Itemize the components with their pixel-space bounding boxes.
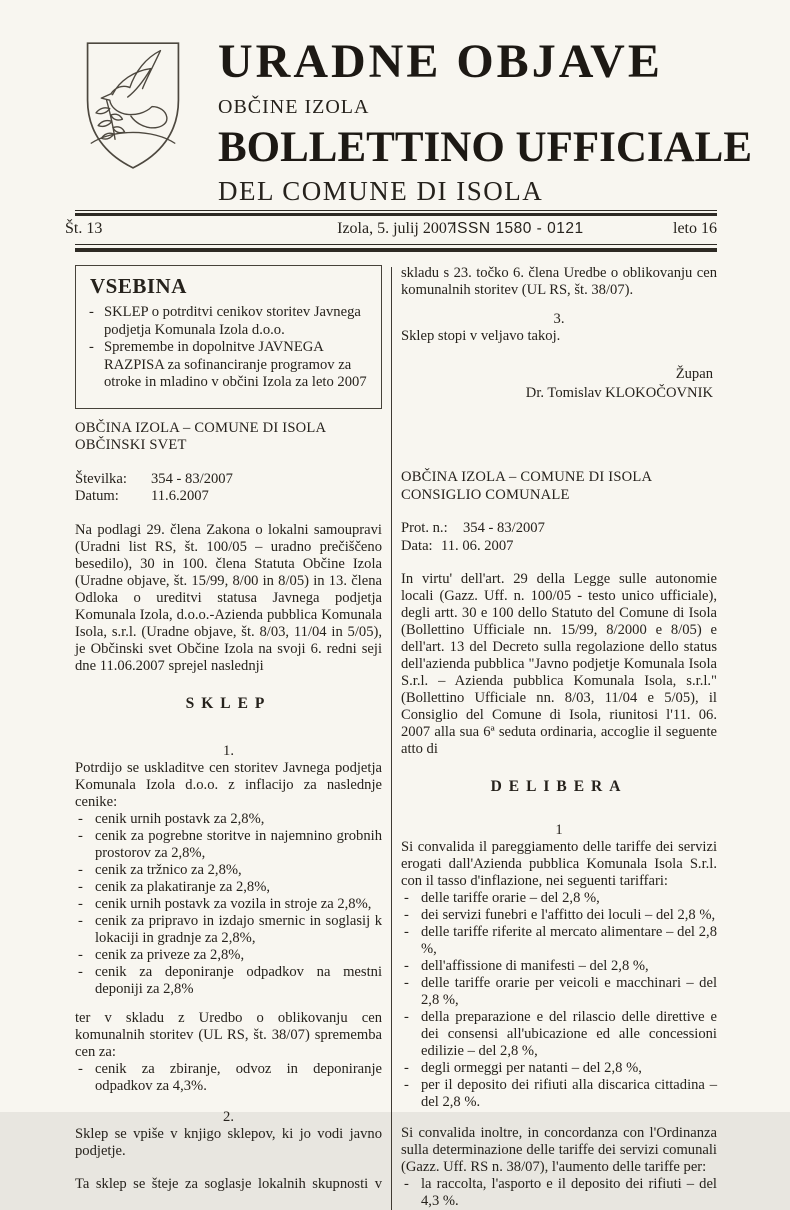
final-intro-it: Si convalida inoltre, in concordanza con l'Ordinanza sulla determinazione delle tariffe dei servizi comunali (Gazz. Uff. RS n. 38/07), l'aumento delle tariffe per: [401, 1125, 717, 1175]
section-1-intro-sl: Potrdijo se uskladitve cen storitev Javnega podjetja Komunala Izola d.o.o. z inflacijo za naslednje cenike: [75, 759, 382, 810]
ref-date-value: 11.6.2007 [151, 488, 209, 504]
issue-number: Št. 13 [65, 220, 103, 237]
section-number-2-sl: 2. [223, 1108, 234, 1125]
section-1-intro-it: Si convalida il pareggiamento delle tariffe dei servizi erogati dall'Azienda pubblica Komunala Isola S.r.l. con il tasso d'inflazione, nei seguenti tariffari: [401, 839, 717, 889]
tariff-item-sl: - cenik urnih postavk za vozila in stroje za 2,8%, [75, 896, 382, 913]
prot-label: Prot. n.: [401, 520, 448, 536]
org-body-right: CONSIGLIO COMUNALE [401, 486, 570, 503]
section-1-outro-sl: ter v skladu z Uredbo o oblikovanju cen komunalnih storitev (UL RS, št. 38/07) sprememba cen za: [75, 1009, 382, 1060]
toc-item: - SKLEP o potrditvi cenikov storitev Javnega podjetja Komunala Izola d.o.o. [88, 304, 369, 339]
municipal-coat-of-arms-icon [75, 36, 202, 171]
prot-value: 354 - 83/2007 [463, 520, 545, 536]
data-label: Data: [401, 537, 433, 554]
tariff-item-sl: - cenik za plakatiranje za 2,8%, [75, 879, 382, 896]
tariff-item-it: - dell'affissione di manifesti – del 2,8 %, [401, 958, 717, 975]
masthead-title-slovenian: URADNE OBJAVE [218, 35, 663, 88]
toc-list [88, 304, 369, 392]
decision-heading-sl: SKLEP [185, 694, 272, 712]
signature-name: Dr. Tomislav KLOKOČOVNIK [525, 385, 713, 401]
issue-info-bar [65, 218, 717, 242]
reference-block-left [75, 471, 382, 506]
tariff-item-sl: - cenik za deponiranje odpadkov na mestni deponiji za 2,8% [75, 964, 382, 998]
masthead-subtitle-italian: DEL COMUNE DI ISOLA [218, 176, 544, 206]
signature-title: Župan [675, 366, 713, 382]
tariff-list-sl [75, 811, 382, 998]
reference-block-right [401, 520, 717, 555]
legal-preamble-sl: Na podlagi 29. člena Zakona o lokalni samoupravi (Uradni list RS, št. 100/05 – uradno prečiščeno besedilo), 30 in 100. člena Statuta Občine Izola (Uradne objave, št. 15/99, 8/00 in 8/05) in 13. člena Odloka o ureditvi statusa Javnega podjetja Komunala Izola, d.o.o.-Azienda pubblica Komunala Isola, s.r.l. (Uradne objave, št. 8/03, 11/04 in 5/05), je Občinski svet Občine Izola na svoji 6. redni seji dne 11.06.2007 sprejel naslednji [75, 521, 382, 674]
org-body-left: OBČINSKI SVET [75, 437, 187, 453]
ref-number-label: Številka: [75, 470, 127, 487]
section-number-3-sl: 3. [553, 311, 565, 327]
two-column-body [75, 265, 717, 1210]
final-list-it [401, 1176, 717, 1210]
column-divider [391, 267, 392, 1210]
ref-number-value: 354 - 83/2007 [151, 470, 233, 487]
org-name-left: OBČINA IZOLA – COMUNE DI ISOLA [75, 419, 327, 436]
masthead-subtitle-slovenian: OBČINE IZOLA [218, 96, 370, 118]
issn-number: ISSN 1580 - 0121 [452, 220, 584, 237]
decision-heading-it: DELIBERA [490, 778, 628, 795]
section-2-text-sl: Sklep se vpiše v knjigo sklepov, ki jo vodi javno podjetje. [75, 1125, 382, 1159]
left-column [75, 265, 382, 1210]
tariff-item-it: - delle tariffe riferite al mercato alimentare – del 2,8 %, [401, 924, 717, 958]
legal-preamble-it: In virtu' dell'art. 29 della Legge sulle autonomie locali (Gazz. Uff. n. 100/05 - testo unico ufficiale), degli artt. 30 e 100 dello Statuto del Comune di Isola (Bollettino Ufficiale nn. 15/99, 8/2000 e 8/05) e dell'art. 13 del Decreto sulla regolazione dello status dell'azienda pubblica "Javno podjetje Komunala Isola S.r.l. – Azienda pubblica Komunala Isola, s.r.l." (Bollettino Ufficiale nn. 8/03, 11/04 e 5/05), il Consiglio del Comune di Isola, riunitosi l'11. 06. 2007 alla sua 6ª seduta ordinaria, accoglie il seguente atto di [401, 571, 717, 757]
tariff-item-sl: - cenik za priveze za 2,8%, [75, 947, 382, 964]
tariff-item-sl: - cenik za tržnico za 2,8%, [75, 862, 382, 879]
masthead-title-italian: BOLLETTINO UFFICIALE [218, 124, 753, 171]
tariff-item-it: - della preparazione e del rilascio delle direttive e dei consensi all'ubicazione ed alle concessioni edilizie – del 2,8 %, [401, 1009, 717, 1060]
masthead-titles [218, 36, 752, 206]
tariff-item-sl: - cenik za pogrebne storitve in najemnino grobnih prostorov za 2,8%, [75, 828, 382, 862]
tariff-item-sl: - cenik za pripravo in izdajo smernic in soglasij k lokaciji in gradnje za 2,8%, [75, 913, 382, 947]
signature-block [401, 365, 717, 403]
tariff-outro-list-sl [75, 1061, 382, 1095]
table-of-contents-box [75, 265, 382, 409]
tariff-item-it: - dei servizi funebri e l'affitto dei loculi – del 2,8 %, [401, 907, 717, 924]
tariff-outro-item-sl: - cenik za zbiranje, odvoz in deponiranje odpadkov za 4,3%. [75, 1061, 382, 1095]
tariff-item-sl: - cenik urnih postavk za 2,8%, [75, 811, 382, 828]
tariff-item-it: - delle tariffe orarie – del 2,8 %, [401, 890, 717, 907]
toc-title: VSEBINA [90, 274, 187, 298]
section-3-text-sl: Sklep stopi v veljavo takoj. [401, 328, 561, 344]
tariff-item-it: - per il deposito dei rifiuti alla discarica cittadina –del 2,8 %. [401, 1077, 717, 1111]
carryover-text-sl: skladu s 23. točko 6. člena Uredbe o oblikovanju cen komunalnih storitev (UL RS, št. 38/07). [401, 265, 717, 298]
data-value: 11. 06. 2007 [441, 537, 514, 554]
header-rule-bottom [75, 244, 717, 252]
org-name-right: OBČINA IZOLA – COMUNE DI ISOLA [401, 469, 653, 485]
ref-date-label: Datum: [75, 488, 119, 504]
toc-item: - Spremembe in dopolnitve JAVNEGA RAZPISA za sofinanciranje programov za otroke in mladino v občini Izola za leto 2007 [88, 339, 369, 392]
tariff-list-it [401, 890, 717, 1111]
masthead [75, 35, 753, 206]
right-column [401, 265, 717, 1210]
section-number-1-sl: 1. [223, 742, 234, 759]
tariff-item-it: - delle tariffe orarie per veicoli e macchinari – del 2,8 %, [401, 975, 717, 1009]
volume-year: leto 16 [673, 220, 717, 237]
header-rule-top [75, 210, 717, 216]
issue-date: Izola, 5. julij 2007 [337, 220, 455, 237]
continuation-line-sl: Ta sklep se šteje za soglasje lokalnih skupnosti v [75, 1175, 382, 1192]
section-number-1-it: 1 [555, 822, 563, 838]
final-item-it: - la raccolta, l'asporto e il deposito dei rifiuti – del 4,3 %. [401, 1176, 717, 1210]
tariff-item-it: - degli ormeggi per natanti – del 2,8 %, [401, 1060, 717, 1077]
